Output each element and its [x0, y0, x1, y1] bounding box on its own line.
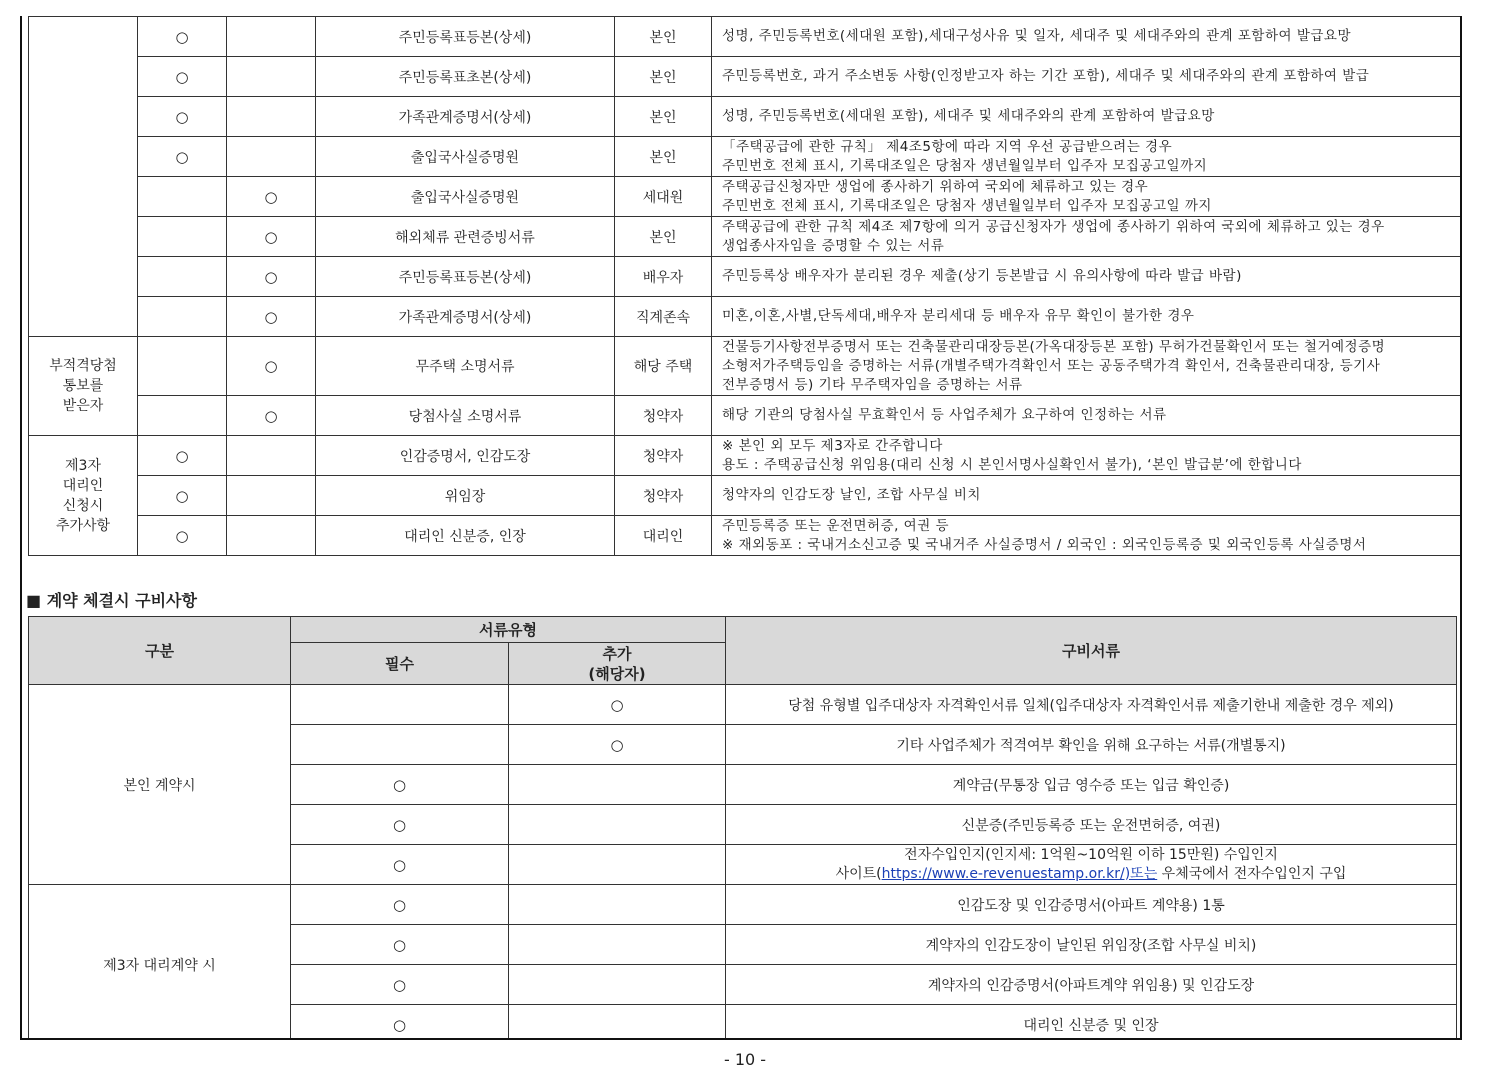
target-person: 본인	[615, 57, 712, 97]
note-line: 용도 : 주택공급신청 위임용(대리 신청 시 본인서명사실확인서 불가), ‘본인 발급분’에 한합니다	[722, 456, 1302, 473]
table-row	[29, 297, 1463, 337]
required-mark: ○	[291, 765, 509, 805]
table-row	[29, 177, 1463, 217]
target-person: 청약자	[615, 476, 712, 516]
additional-mark: ○	[227, 337, 316, 396]
note-line: 성명, 주민등록번호(세대원 포함), 세대주 및 세대주와의 관계 포함하여 발급요망	[722, 108, 1215, 124]
required-mark: ○	[291, 965, 509, 1005]
additional-mark	[227, 137, 316, 177]
note-cell	[712, 177, 1463, 217]
additional-mark	[509, 885, 726, 925]
document-item: 신분증(주민등록증 또는 운전면허증, 여권)	[726, 805, 1457, 845]
note-line: 생업종사자임을 증명할 수 있는 서류	[722, 237, 945, 254]
required-mark: ○	[291, 845, 509, 885]
group-label: 제3자 대리인 신청시 추가사항	[29, 436, 138, 556]
note-cell	[712, 217, 1463, 257]
additional-mark: ○	[227, 177, 316, 217]
required-mark	[138, 257, 227, 297]
additional-mark	[509, 805, 726, 845]
header-additional	[509, 643, 726, 685]
additional-mark	[509, 925, 726, 965]
required-mark	[138, 217, 227, 257]
header-required: 필수	[291, 643, 509, 685]
additional-mark	[509, 845, 726, 885]
table-row	[29, 436, 1463, 476]
note-line: ※ 본인 외 모두 제3자로 간주합니다	[722, 437, 943, 454]
additional-mark: ○	[227, 297, 316, 337]
document-item: 당첨 유형별 입주대상자 자격확인서류 일체(입주대상자 자격확인서류 제출기한내 제출한 경우 제외)	[726, 685, 1457, 725]
required-mark	[138, 396, 227, 436]
required-mark: ○	[291, 925, 509, 965]
note-cell	[712, 337, 1463, 396]
link-prefix: 사이트(	[835, 865, 882, 882]
required-mark	[291, 685, 509, 725]
document-name: 주민등록표등본(상세)	[316, 17, 615, 57]
additional-mark: ○	[227, 396, 316, 436]
required-mark: ○	[291, 1005, 509, 1041]
additional-mark	[509, 765, 726, 805]
note-cell	[712, 396, 1463, 436]
note-line: 주택공급신청자만 생업에 종사하기 위하여 국외에 체류하고 있는 경우	[722, 178, 1149, 195]
required-mark	[291, 725, 509, 765]
document-item: 인감도장 및 인감증명서(아파트 계약용) 1통	[726, 885, 1457, 925]
target-person: 세대원	[615, 177, 712, 217]
note-cell	[712, 57, 1463, 97]
document-line	[726, 865, 1456, 884]
note-cell	[712, 297, 1463, 337]
document-item: 계약자의 인감증명서(아파트계약 위임용) 및 인감도장	[726, 965, 1457, 1005]
document-item: 계약자의 인감도장이 날인된 위임장(조합 사무실 비치)	[726, 925, 1457, 965]
group-label: 부적격당첨 통보를 받은자	[29, 337, 138, 436]
header-additional-line2: (해당자)	[588, 664, 646, 683]
note-cell	[712, 436, 1463, 476]
table-row	[29, 337, 1463, 396]
group-label	[29, 17, 138, 337]
document-name: 주민등록표등본(상세)	[316, 257, 615, 297]
target-person: 본인	[615, 17, 712, 57]
page-number: - 10 -	[723, 1050, 767, 1069]
section-title: ■ 계약 체결시 구비사항	[26, 591, 197, 610]
document-item: 계약금(무통장 입금 영수증 또는 입금 확인증)	[726, 765, 1457, 805]
required-mark: ○	[138, 17, 227, 57]
revenue-stamp-link[interactable]: https://www.e-revenuestamp.or.kr/)또는	[881, 865, 1158, 882]
note-cell	[712, 97, 1463, 137]
table-row	[29, 17, 1463, 57]
additional-mark	[227, 57, 316, 97]
note-line: 주택공급에 관한 규칙 제4조 제7항에 의거 공급신청자가 생업에 종사하기 위하여 국외에 체류하고 있는 경우	[722, 218, 1385, 235]
target-person: 직계존속	[615, 297, 712, 337]
contract-documents-table	[28, 616, 1457, 1040]
document-name: 대리인 신분증, 인장	[316, 516, 615, 556]
note-line: 「주택공급에 관한 규칙」 제4조5항에 따라 지역 우선 공급받으려는 경우	[722, 138, 1173, 155]
required-mark	[138, 177, 227, 217]
note-line: 주민등록번호, 과거 주소변동 사항(인정받고자 하는 기간 포함), 세대주 및 세대주와의 관계 포함하여 발급	[722, 68, 1370, 84]
table-row	[29, 885, 1457, 925]
document-name: 가족관계증명서(상세)	[316, 97, 615, 137]
table-row	[29, 217, 1463, 257]
required-mark	[138, 297, 227, 337]
table-row	[29, 137, 1463, 177]
target-person: 본인	[615, 217, 712, 257]
document-name: 당첨사실 소명서류	[316, 396, 615, 436]
document-item: 대리인 신분증 및 인장	[726, 1005, 1457, 1041]
note-line: ※ 재외동포 : 국내거소신고증 및 국내거주 사실증명서 / 외국인 : 외국인등록증 및 외국인등록 사실증명서	[722, 536, 1367, 553]
document-name: 인감증명서, 인감도장	[316, 436, 615, 476]
document-item: 기타 사업주체가 적격여부 확인을 위해 요구하는 서류(개별통지)	[726, 725, 1457, 765]
target-person: 대리인	[615, 516, 712, 556]
note-line: 주민등록상 배우자가 분리된 경우 제출(상기 등본발급 시 유의사항에 따라 발급 바람)	[722, 268, 1242, 284]
header-documents: 구비서류	[726, 617, 1457, 685]
document-item	[726, 845, 1457, 885]
target-person: 청약자	[615, 436, 712, 476]
required-mark: ○	[138, 476, 227, 516]
additional-mark: ○	[509, 725, 726, 765]
note-line: 주민등록증 또는 운전면허증, 여권 등	[722, 517, 950, 534]
document-line: 전자수입인지(인지세: 1억원~10억원 이하 15만원) 수입인지	[904, 846, 1278, 863]
additional-mark: ○	[227, 257, 316, 297]
additional-mark: ○	[509, 685, 726, 725]
additional-mark	[227, 476, 316, 516]
additional-mark	[509, 1005, 726, 1041]
required-mark: ○	[138, 436, 227, 476]
note-line: 소형저가주택등임을 증명하는 서류(개별주택가격확인서 또는 공동주택가격 확인서, 건축물관리대장, 등기사	[722, 357, 1381, 374]
note-cell	[712, 137, 1463, 177]
table-row	[29, 685, 1457, 725]
document-name: 가족관계증명서(상세)	[316, 297, 615, 337]
note-line: 주민번호 전체 표시, 기록대조일은 당첨자 생년월일부터 입주자 모집공고일까지	[722, 157, 1208, 174]
header-doc-type: 서류유형	[291, 617, 726, 643]
note-line: 성명, 주민등록번호(세대원 포함),세대구성사유 및 일자, 세대주 및 세대주와의 관계 포함하여 발급요망	[722, 28, 1351, 44]
additional-mark	[509, 965, 726, 1005]
note-line: 미혼,이혼,사별,단독세대,배우자 분리세대 등 배우자 유무 확인이 불가한 경우	[722, 308, 1195, 324]
note-cell	[712, 476, 1463, 516]
note-cell	[712, 257, 1463, 297]
table-row	[29, 396, 1463, 436]
header-additional-line1: 추가	[602, 644, 632, 663]
target-person: 배우자	[615, 257, 712, 297]
note-cell	[712, 516, 1463, 556]
additional-mark: ○	[227, 217, 316, 257]
note-line: 청약자의 인감도장 날인, 조합 사무실 비치	[722, 487, 981, 503]
table-row	[29, 57, 1463, 97]
table-row	[29, 476, 1463, 516]
document-name: 출입국사실증명원	[316, 137, 615, 177]
target-person: 해당 주택	[615, 337, 712, 396]
required-mark: ○	[138, 516, 227, 556]
note-line: 건물등기사항전부증명서 또는 건축물관리대장등본(가옥대장등본 포함) 무허가건물확인서 또는 철거예정증명	[722, 338, 1386, 355]
note-line: 해당 기관의 당첨사실 무효확인서 등 사업주체가 요구하여 인정하는 서류	[722, 407, 1167, 423]
required-mark	[138, 337, 227, 396]
table-row	[29, 97, 1463, 137]
additional-mark	[227, 17, 316, 57]
page-frame	[20, 16, 1462, 1040]
target-person: 본인	[615, 137, 712, 177]
additional-mark	[227, 516, 316, 556]
required-mark: ○	[138, 97, 227, 137]
note-cell	[712, 17, 1463, 57]
table-row	[29, 516, 1463, 556]
required-mark: ○	[138, 57, 227, 97]
group-label: 제3자 대리계약 시	[29, 885, 291, 1041]
document-name: 위임장	[316, 476, 615, 516]
target-person: 청약자	[615, 396, 712, 436]
document-name: 출입국사실증명원	[316, 177, 615, 217]
additional-mark	[227, 436, 316, 476]
table-row	[29, 257, 1463, 297]
header-category: 구분	[29, 617, 291, 685]
documents-table	[28, 16, 1462, 556]
required-mark: ○	[291, 805, 509, 845]
target-person: 본인	[615, 97, 712, 137]
link-suffix: 우체국에서 전자수입인지 구입	[1157, 865, 1347, 882]
note-line: 전부증명서 등) 기타 무주택자임을 증명하는 서류	[722, 376, 1023, 393]
required-mark: ○	[138, 137, 227, 177]
document-name: 무주택 소명서류	[316, 337, 615, 396]
group-label: 본인 계약시	[29, 685, 291, 885]
document-name: 해외체류 관련증빙서류	[316, 217, 615, 257]
additional-mark	[227, 97, 316, 137]
note-line: 주민번호 전체 표시, 기록대조일은 당첨자 생년월일부터 입주자 모집공고일 까지	[722, 197, 1212, 214]
required-mark: ○	[291, 885, 509, 925]
document-name: 주민등록표초본(상세)	[316, 57, 615, 97]
